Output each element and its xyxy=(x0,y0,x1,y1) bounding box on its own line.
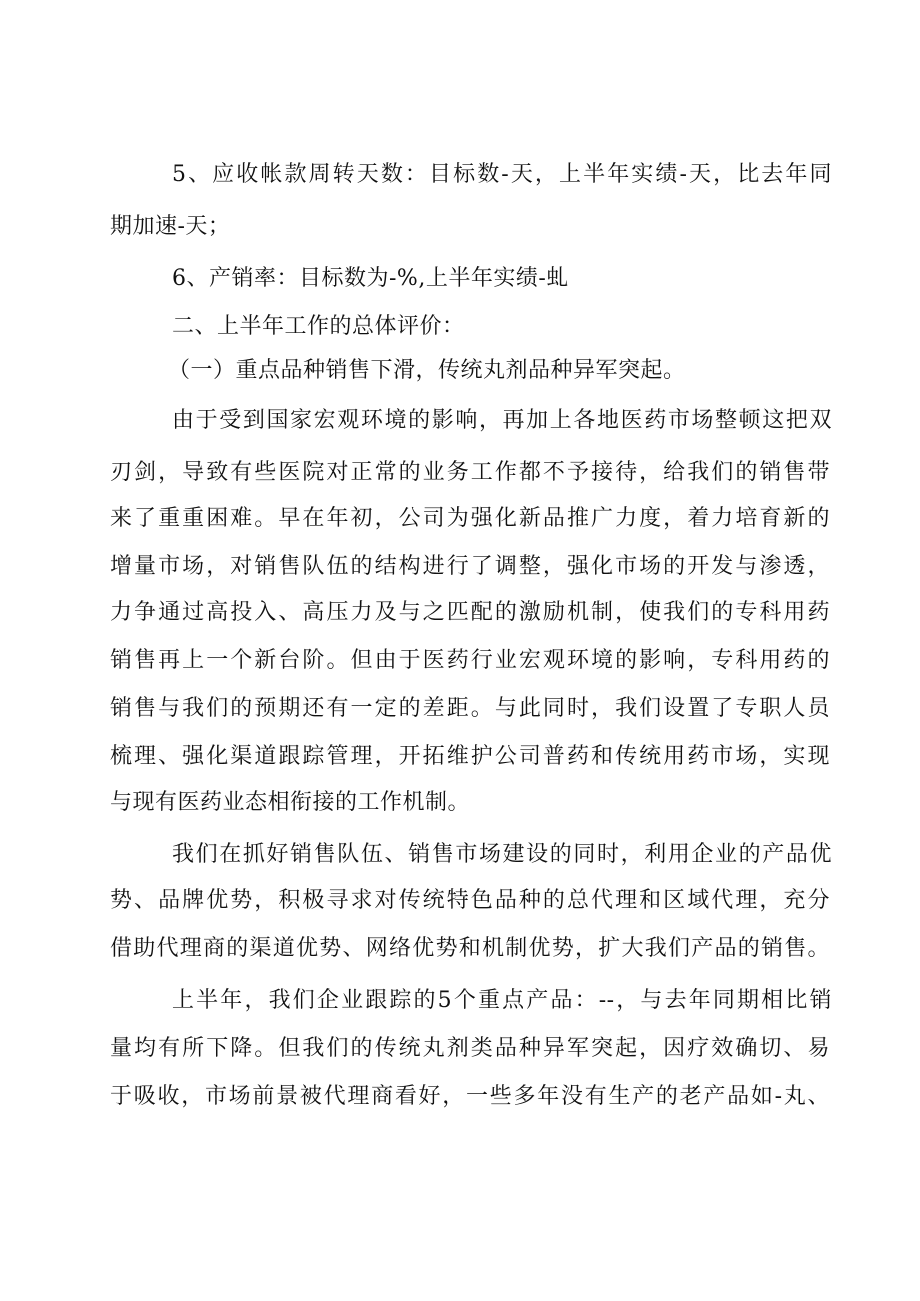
text-line-7: 刃剑，导致有些医院对正常的业务工作都不予接待，给我们的销售带 xyxy=(110,460,830,485)
text-line-2: 期加速-天； xyxy=(110,214,231,239)
text-line-11: 销售再上一个新台阶。但由于医药行业宏观环境的影响，专科用药的 xyxy=(110,648,830,673)
text-line-1: 5、应收帐款周转天数：目标数-天，上半年实绩-天，比去年同 xyxy=(172,162,832,187)
text-line-13: 梳理、强化渠道跟踪管理，开拓维护公司普药和传统用药市场，实现 xyxy=(110,744,830,769)
text-line-15: 我们在抓好销售队伍、销售市场建设的同时，利用企业的产品优 xyxy=(172,842,832,867)
text-line-9: 增量市场，对销售队伍的结构进行了调整，强化市场的开发与渗透， xyxy=(110,554,830,579)
section-heading-2: 二、上半年工作的总体评价： xyxy=(172,314,465,339)
text-line-12: 销售与我们的预期还有一定的差距。与此同时，我们设置了专职人员 xyxy=(110,696,830,721)
text-line-8: 来了重重困难。早在年初，公司为强化新品推广力度，着力培育新的 xyxy=(110,506,830,531)
text-line-10: 力争通过高投入、高压力及与之匹配的激励机制，使我们的专科用药 xyxy=(110,600,830,625)
text-line-17: 借助代理商的渠道优势、网络优势和机制优势，扩大我们产品的销售。 xyxy=(110,936,830,961)
text-line-6: 由于受到国家宏观环境的影响，再加上各地医药市场整顿这把双 xyxy=(172,408,832,433)
text-line-16: 势、品牌优势，积极寻求对传统特色品种的总代理和区域代理，充分 xyxy=(110,888,830,913)
text-line-14: 与现有医药业态相衔接的工作机制。 xyxy=(110,790,471,815)
subsection-heading-1: （一）重点品种销售下滑，传统丸剂品种异军突起。 xyxy=(168,358,686,383)
text-line-19: 量均有所下降。但我们的传统丸剂类品种异军突起，因疗效确切、易 xyxy=(110,1036,830,1061)
text-line-20: 于吸收，市场前景被代理商看好，一些多年没有生产的老产品如-丸、 xyxy=(110,1084,830,1109)
text-line-3: 6、产销率：目标数为-%,上半年实绩-虬 xyxy=(172,266,569,291)
text-line-18: 上半年，我们企业跟踪的5个重点产品：--，与去年同期相比销 xyxy=(172,988,832,1013)
